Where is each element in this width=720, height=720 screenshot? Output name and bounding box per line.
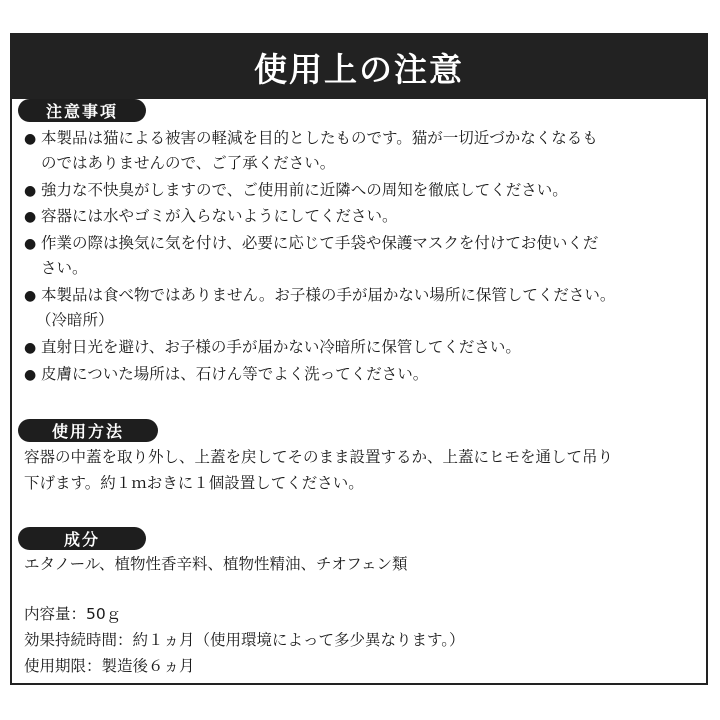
expiry-date: 使用期限：製造後６ヵ月 <box>24 657 195 675</box>
caution-item: ● 本製品は猫による被害の軽減を目的としたものです。猫が一切近づかなくなるも <box>24 126 598 152</box>
usage-text: 容器の中蓋を取り外し、上蓋を戻してそのまま設置するか、上蓋にヒモを通して吊り <box>24 448 614 466</box>
content-amount: 内容量：50ｇ <box>24 605 122 623</box>
ingredients-heading: 成分 <box>18 527 146 550</box>
caution-item: ● 強力な不快臭がしますので、ご使用前に近隣への周知を徹底してください。 <box>24 178 568 204</box>
cautions-heading: 注意事項 <box>18 99 146 122</box>
bullet-icon: ● <box>24 340 37 356</box>
bullet-icon: ● <box>24 183 37 199</box>
caution-item: ● 皮膚についた場所は、石けん等でよく洗ってください。 <box>24 362 428 388</box>
caution-item: ● 容器には水やゴミが入らないようにしてください。 <box>24 204 398 230</box>
page-title: 使用上の注意 <box>12 35 706 99</box>
bullet-icon: ● <box>24 209 37 225</box>
usage-heading: 使用方法 <box>18 419 158 442</box>
caution-item-cont: （冷暗所） <box>36 311 114 329</box>
caution-panel <box>10 33 708 685</box>
caution-item: ● 本製品は食べ物ではありません。お子様の手が届かない場所に保管してください。 <box>24 283 615 309</box>
usage-text: 下げます。約１ｍおきに１個設置してください。 <box>24 474 364 492</box>
bullet-icon: ● <box>24 367 37 383</box>
caution-item-cont: のではありませんので、ご了承ください。 <box>41 154 336 172</box>
ingredients-text: エタノール、植物性香辛料、植物性精油、チオフェン類 <box>24 555 408 573</box>
bullet-icon: ● <box>24 236 37 252</box>
caution-item: ● 作業の際は換気に気を付け、必要に応じて手袋や保護マスクを付けてお使いくだ <box>24 231 598 257</box>
effect-duration: 効果持続時間：約１ヵ月（使用環境によって多少異なります。） <box>24 631 465 649</box>
caution-item: ● 直射日光を避け、お子様の手が届かない冷暗所に保管してください。 <box>24 335 521 361</box>
caution-item-cont: さい。 <box>41 259 88 277</box>
bullet-icon: ● <box>24 288 37 304</box>
bullet-icon: ● <box>24 131 37 147</box>
